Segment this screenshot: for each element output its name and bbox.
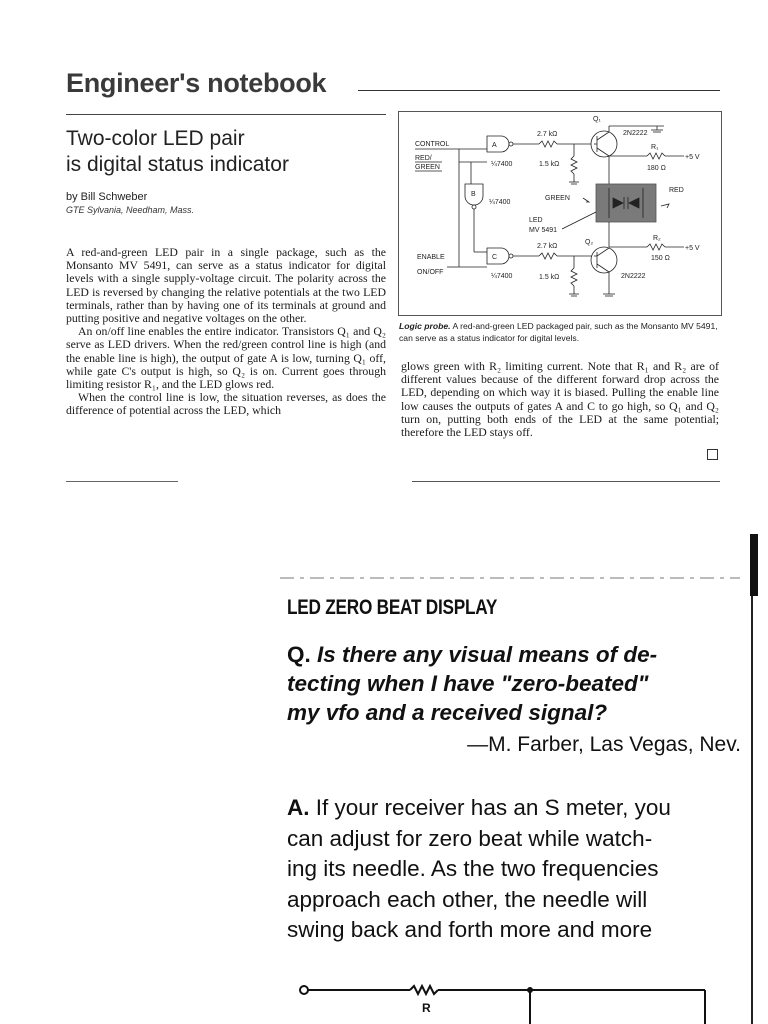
- caption-text: A red-and-green LED packaged pair, such as the Monsanto MV 5491, can serve as a status indicator for digital levels.: [399, 321, 718, 343]
- control-label: CONTROL: [415, 141, 450, 148]
- bottom-rule-right: [412, 481, 720, 482]
- enable-label: ENABLE: [417, 254, 445, 261]
- answer-block: [287, 793, 747, 946]
- qa-heading: LED ZERO BEAT DISPLAY: [287, 596, 498, 619]
- gate-a-label: A: [492, 142, 497, 149]
- article-body-left: [66, 246, 386, 418]
- caption-bold: Logic probe.: [399, 321, 451, 331]
- r-top-pull-label: 1.5 kΩ: [539, 161, 560, 168]
- gate-c-symbol: [487, 248, 509, 264]
- byline: by Bill Schweber: [66, 191, 148, 203]
- led-red-label: RED: [669, 187, 684, 194]
- figure-caption: [399, 320, 721, 344]
- led-green-label: GREEN: [545, 195, 570, 202]
- clipping-edge-bar: [750, 534, 758, 596]
- question-block: [287, 640, 747, 727]
- schematic-figure: [398, 111, 722, 316]
- title-rule: [66, 114, 386, 115]
- resistor-label: R: [422, 1001, 431, 1015]
- red-label: RED/: [415, 155, 432, 162]
- body-paragraph: A red-and-green LED pair in a single package, such as the Monsanto MV 5491, can serve as a status indicator for digital levels with a single supply-voltage circuit. The polarity across the LED is reversed by changing the relative potentials at the two LED terminals, rather than by having one of its terminals at ground and putting positive and negative voltages on the other.: [66, 245, 386, 326]
- bottom-rule-left: [66, 481, 178, 482]
- q2-label: Q₂: [585, 239, 594, 246]
- answer-line: ing its needle. As the two frequencies: [287, 856, 659, 881]
- led-package: [596, 184, 656, 222]
- answer-line: swing back and forth more and more: [287, 917, 653, 942]
- answer-line: approach each other, the needle will: [287, 886, 648, 912]
- q1-label: Q₁: [593, 116, 601, 123]
- gate-c-label: C: [492, 254, 498, 261]
- onoff-label: ON/OFF: [417, 269, 444, 276]
- section-title-rule: [358, 90, 720, 91]
- question-author: —M. Farber, Las Vegas, Nev.: [467, 733, 741, 756]
- answer-line: [287, 793, 747, 824]
- question-text: Is there any visual means of de-: [310, 642, 658, 667]
- q2-type: 2N2222: [621, 273, 646, 280]
- article-title: [66, 126, 386, 178]
- q-prefix: Q.: [287, 642, 311, 667]
- question-line: my vfo and a received signal?: [287, 700, 608, 725]
- body-paragraph: An on/off line enables the entire indicator. Transistors Q₁ and Q₂ serve as LED drivers. When the red/green control line is high (and the enable line is high), the output of gate A is low, turning Q₁ off, while gate C's output is high, so Q₂ is on. Current goes through limiting resistor R₁, and the LED glows red.: [66, 324, 386, 392]
- scan-dashes: [280, 575, 740, 581]
- r1-label: R₁: [651, 144, 659, 151]
- vplus-top: +5 V: [685, 154, 700, 161]
- question-line: tecting when I have "zero-beated": [287, 671, 649, 696]
- r2-label: R₂: [653, 235, 661, 242]
- gate-c-ic: ¼7400: [491, 273, 513, 280]
- a-prefix: A.: [287, 795, 310, 820]
- led-part: MV 5491: [529, 227, 558, 234]
- affiliation: GTE Sylvania, Needham, Mass.: [66, 205, 195, 215]
- bottom-circuit-diagram: [290, 970, 760, 1024]
- q1-type: 2N2222: [623, 130, 648, 137]
- gate-b-ic: ¼7400: [489, 199, 511, 206]
- clipping-edge-line: [751, 596, 753, 1024]
- r1-value: 180 Ω: [647, 165, 666, 172]
- answer-line: can adjust for zero beat while watch-: [287, 825, 653, 851]
- gate-a-symbol: [487, 136, 509, 152]
- r-bot-pull-label: 1.5 kΩ: [539, 274, 560, 281]
- article-title-line-2: is digital status indicator: [66, 153, 289, 176]
- green-label: GREEN: [415, 164, 440, 171]
- gate-a-ic: ¼7400: [491, 161, 513, 168]
- body-paragraph: When the control line is low, the situation reverses, as does the difference of potential across the LED, which: [66, 390, 386, 418]
- r2-value: 150 Ω: [651, 255, 670, 262]
- gate-b-label: B: [471, 191, 476, 198]
- led-label: LED: [529, 217, 543, 224]
- vplus-bot: +5 V: [685, 245, 700, 252]
- end-mark: [707, 449, 718, 460]
- r-bot-base-label: 2.7 kΩ: [537, 243, 558, 250]
- answer-text: If your receiver has an S meter, you: [309, 795, 671, 820]
- question-line: [287, 640, 747, 669]
- body-paragraph: glows green with R₂ limiting current. Note that R₁ and R₂ are of different values because of the different forward drop across the LED, depending on which way it is biased. Pulling the enable line low causes the outputs of gates A and C to go high, so Q₁ and Q₂ turn on, putting both ends of the LED at the same potential; therefore the LED stays off.: [401, 359, 719, 440]
- r-top-base-label: 2.7 kΩ: [537, 131, 558, 138]
- article-title-line-1: Two-color LED pair: [66, 127, 245, 150]
- article-body-right: [401, 360, 719, 439]
- section-title: Engineer's notebook: [66, 68, 327, 98]
